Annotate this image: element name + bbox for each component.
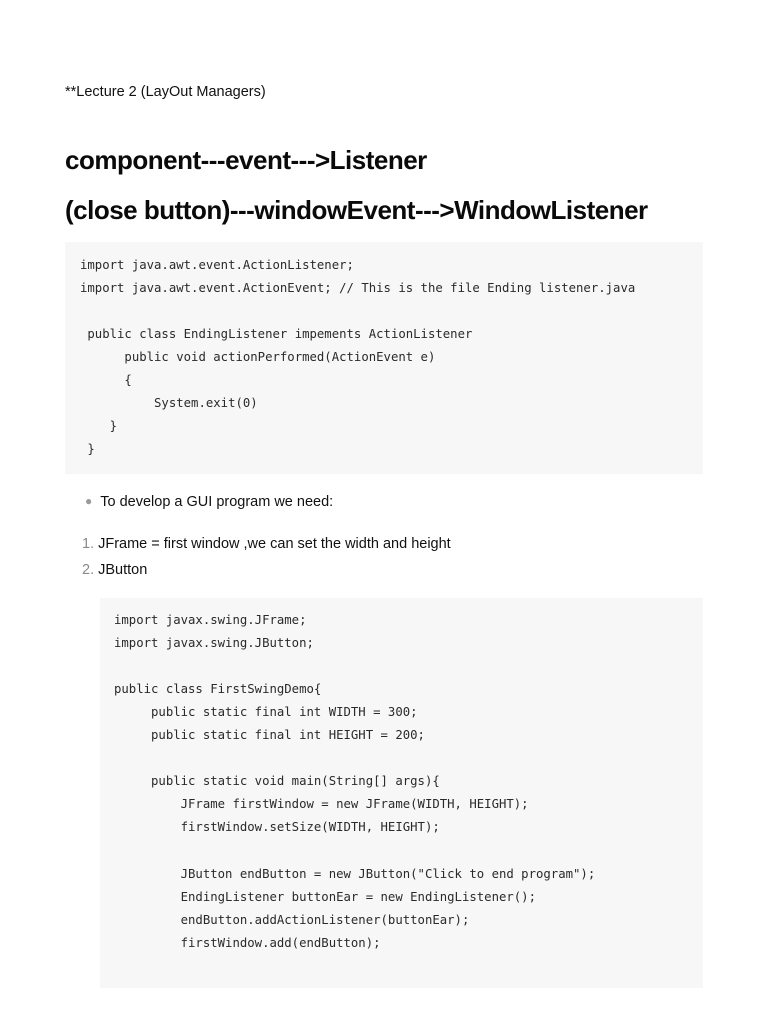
list-text: JButton [98, 562, 148, 578]
bullet-item [85, 494, 333, 510]
bullet-dot-icon: ● [85, 494, 93, 508]
code-line: firstWindow.setSize(WIDTH, HEIGHT); [114, 820, 440, 834]
code-line: System.exit(0) [80, 396, 258, 410]
heading-window-event-listener: (close button)---windowEvent--->WindowListener [65, 195, 648, 225]
code-line: import java.awt.event.ActionListener; [80, 258, 354, 272]
code-line: public class FirstSwingDemo{ [114, 682, 322, 696]
code-line: JFrame firstWindow = new JFrame(WIDTH, HEIGHT); [114, 797, 529, 811]
code-line: EndingListener buttonEar = new EndingListener(); [114, 890, 536, 904]
code-line: } [80, 442, 95, 456]
list-number: 1. [82, 536, 95, 552]
code-line: public class EndingListener impements ActionListener [80, 327, 473, 341]
code-line: } [80, 419, 118, 433]
code-block-ending-listener [65, 242, 703, 474]
bullet-text: To develop a GUI program we need: [100, 494, 334, 510]
code-line: public static final int WIDTH = 300; [114, 705, 418, 719]
list-item [82, 562, 147, 578]
code-line: import javax.swing.JButton; [114, 636, 314, 650]
code-line: { [80, 373, 132, 387]
lecture-title: **Lecture 2 (LayOut Managers) [65, 84, 266, 100]
code-line: endButton.addActionListener(buttonEar); [114, 913, 470, 927]
heading-component-event-listener: component---event--->Listener [65, 145, 427, 175]
list-item [82, 536, 451, 552]
code-line: firstWindow.add(endButton); [114, 936, 381, 950]
code-line: public static final int HEIGHT = 200; [114, 728, 425, 742]
code-block-first-swing-demo [100, 598, 703, 988]
code-line: JButton endButton = new JButton("Click to end program"); [114, 867, 596, 881]
list-number: 2. [82, 562, 95, 578]
code-line: public static void main(String[] args){ [114, 774, 440, 788]
code-line: public void actionPerformed(ActionEvent e) [80, 350, 436, 364]
code-line: import javax.swing.JFrame; [114, 613, 307, 627]
code-line: import java.awt.event.ActionEvent; // This is the file Ending listener.java [80, 281, 636, 295]
list-text: JFrame = first window ,we can set the width and height [98, 536, 451, 552]
